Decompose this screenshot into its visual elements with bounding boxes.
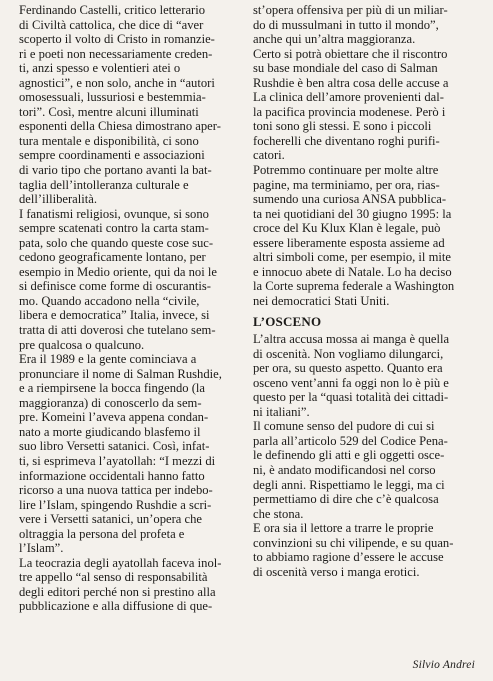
text-line: st’opera offensiva per più di un miliar- xyxy=(253,3,448,17)
text-line: libera e democratica” Italia, invece, si xyxy=(19,308,210,323)
text-line: mo. Quando accadono nella “civile, xyxy=(19,293,200,308)
text-line: pagine, ma terminiamo, per ora, rias- xyxy=(253,177,440,192)
text-line: taglia dell’intolleranza culturale e xyxy=(19,177,189,192)
text-line: Potremmo continuare per molte altre xyxy=(253,163,439,178)
text-line: degli editori perché non si prestino alla xyxy=(19,584,216,599)
text-line: ricorso a una nuova tattica per indebo- xyxy=(19,483,213,498)
text-line: e innocuo abete di Natale. Lo ha deciso xyxy=(253,264,452,279)
text-line: La clinica dell’amore provenienti dal- xyxy=(253,90,444,105)
text-line: l’Islam”. xyxy=(19,541,64,556)
text-line: pata, solo che quando queste cose suc- xyxy=(19,235,214,250)
text-line: sempre scatenati contro la carta stam- xyxy=(19,221,209,236)
text-line: Certo si potrà obiettare che il riscontro xyxy=(253,46,448,61)
text-line: questo per la “quasi totalità dei cittadi- xyxy=(253,390,449,405)
text-line: croce del Ku Klux Klan è legale, può xyxy=(253,221,441,236)
text-line: tratta di atti doverosi che tutelano sem- xyxy=(19,323,216,338)
text-line: su base mondiale del caso di Salman xyxy=(253,61,438,76)
text-line: oltraggia la persona del profeta e xyxy=(19,526,185,541)
text-line: tori”. Così, mentre alcuni illuminati xyxy=(19,104,199,119)
text-line: Rushdie è ben altra cosa delle accuse a xyxy=(253,75,449,90)
text-line: suo libro Versetti satanici. Così, infat- xyxy=(19,439,210,454)
text-line: sumendo una curiosa ANSA pubblica- xyxy=(253,192,447,207)
text-line: vere i Versetti satanici, un’opera che xyxy=(19,512,202,527)
paragraph-castelli xyxy=(19,3,247,207)
paragraph-continuation xyxy=(253,3,477,47)
text-line: dell’illiberalità. xyxy=(19,192,97,207)
left-column xyxy=(19,3,247,614)
text-line: permettiamo di dire che c’è qualcosa xyxy=(253,492,439,507)
text-line: nei democratici Stati Uniti. xyxy=(253,293,390,308)
text-line: di oscenità verso i manga erotici. xyxy=(253,564,420,579)
text-line: Il comune senso del pudore di cui si xyxy=(253,419,435,434)
text-line: catori. xyxy=(253,148,285,163)
text-line: per ora, su questo aspetto. Quanto era xyxy=(253,361,443,376)
text-line: tre appello “al senso di responsabilità xyxy=(19,570,208,585)
text-line: e a riempirsene la bocca fingendo (la xyxy=(19,381,206,396)
text-line: ti, anzi spesso e volentieri atei o xyxy=(19,61,181,76)
text-line: di Civiltà cattolica, che dice di “aver xyxy=(19,17,204,32)
paragraph-fanatismi xyxy=(19,207,247,352)
text-line: degli anni. Rispettiamo le leggi, ma ci xyxy=(253,477,445,492)
paragraph-riscontro xyxy=(253,47,477,163)
text-line: to abbiamo ragione d’essere le accuse xyxy=(253,550,444,565)
text-line: la Corte suprema federale a Washington xyxy=(253,279,455,294)
text-line: Ferdinando Castelli, critico letterario xyxy=(19,3,206,17)
text-line: la pacifica provincia modenese. Però i xyxy=(253,104,446,119)
text-line: maggioranza) di conoscerlo da sem- xyxy=(19,395,202,410)
text-line: che stona. xyxy=(253,506,304,521)
text-line: scoperto il volto di Cristo in romanzie- xyxy=(19,32,215,47)
text-line: ni, è andato modificandosi nel corso xyxy=(253,462,436,477)
text-line: pubblicazione e alla diffusione di que- xyxy=(19,599,213,614)
text-line: di oscenità. Non vogliamo dilungarci, xyxy=(253,346,444,361)
text-line: esempio in Medio oriente, qui da noi le xyxy=(19,264,217,279)
text-line: cedono geograficamente lontano, per xyxy=(19,250,206,265)
text-line: altri simboli come, per esempio, il mite xyxy=(253,250,451,265)
text-line: pre qualcosa o qualcuno. xyxy=(19,337,145,352)
text-line: osceno vent’anni fa oggi non lo è più e xyxy=(253,375,449,390)
text-line: di vario tipo che portano avanti la bat- xyxy=(19,163,212,178)
text-line: L’altra accusa mossa ai manga è quella xyxy=(253,332,450,347)
text-line: La teocrazia degli ayatollah faceva inol- xyxy=(19,555,222,570)
text-line: I fanatismi religiosi, ovunque, si sono xyxy=(19,206,209,221)
text-line: pre. Komeini l’aveva appena condan- xyxy=(19,410,209,425)
text-line: tura mentale e disponibilità, ci sono xyxy=(19,133,199,148)
section-heading: L’OSCENO xyxy=(253,314,322,330)
text-line: si definisce come forme di oscurantis- xyxy=(19,279,211,294)
paragraph-pudore xyxy=(253,419,477,521)
paragraph-oscenita xyxy=(253,332,477,419)
text-line: pronunciare il nome di Salman Rushdie, xyxy=(19,366,222,381)
text-line: agnostici”, e non solo, anche in “autori xyxy=(19,75,215,90)
text-line: parla all’articolo 529 del Codice Pena- xyxy=(253,433,448,448)
text-line: E ora sia il lettore a trarre le proprie xyxy=(253,521,434,536)
paragraph-rushdie-1989 xyxy=(19,352,247,556)
author-signature: Silvio Andrei xyxy=(412,659,475,671)
text-line: do di mussulmani in tutto il mondo”, xyxy=(253,17,439,32)
text-line: anche qui un’altra maggioranza. xyxy=(253,32,416,47)
paragraph-teocrazia xyxy=(19,556,247,614)
text-line: lire l’Islam, spingendo Rushdie a scri- xyxy=(19,497,212,512)
text-line: sempre coordinamenti e associazioni xyxy=(19,148,205,163)
text-line: toni sono gli stessi. E sono i piccoli xyxy=(253,119,432,134)
text-line: ti, si esprimeva l’ayatollah: “I mezzi di xyxy=(19,453,216,468)
text-line: Era il 1989 e la gente cominciava a xyxy=(19,352,197,367)
right-column xyxy=(253,3,477,579)
text-line: nato a morte giudicando blasfemo il xyxy=(19,424,201,439)
text-line: ni italiani”. xyxy=(253,404,310,419)
text-line: omosessuali, lussuriosi e bestemmia- xyxy=(19,90,206,105)
text-line: focherelli che diventano roghi purifi- xyxy=(253,133,440,148)
text-line: informazione occidentali hanno fatto xyxy=(19,468,205,483)
text-line: le definendo gli atti e gli oggetti osce- xyxy=(253,448,445,463)
text-line: convinzioni su chi vilipende, e su quan- xyxy=(253,535,454,550)
paragraph-conclusione xyxy=(253,521,477,579)
text-line: essere liberamente esposta assieme ad xyxy=(253,235,445,250)
text-line: ri e poeti non necessariamente creden- xyxy=(19,46,213,61)
paragraph-ansa xyxy=(253,163,477,308)
text-line: esponenti della Chiesa dimostrano aper- xyxy=(19,119,221,134)
text-line: ta nei quotidiani del 30 giugno 1995: la xyxy=(253,206,452,221)
